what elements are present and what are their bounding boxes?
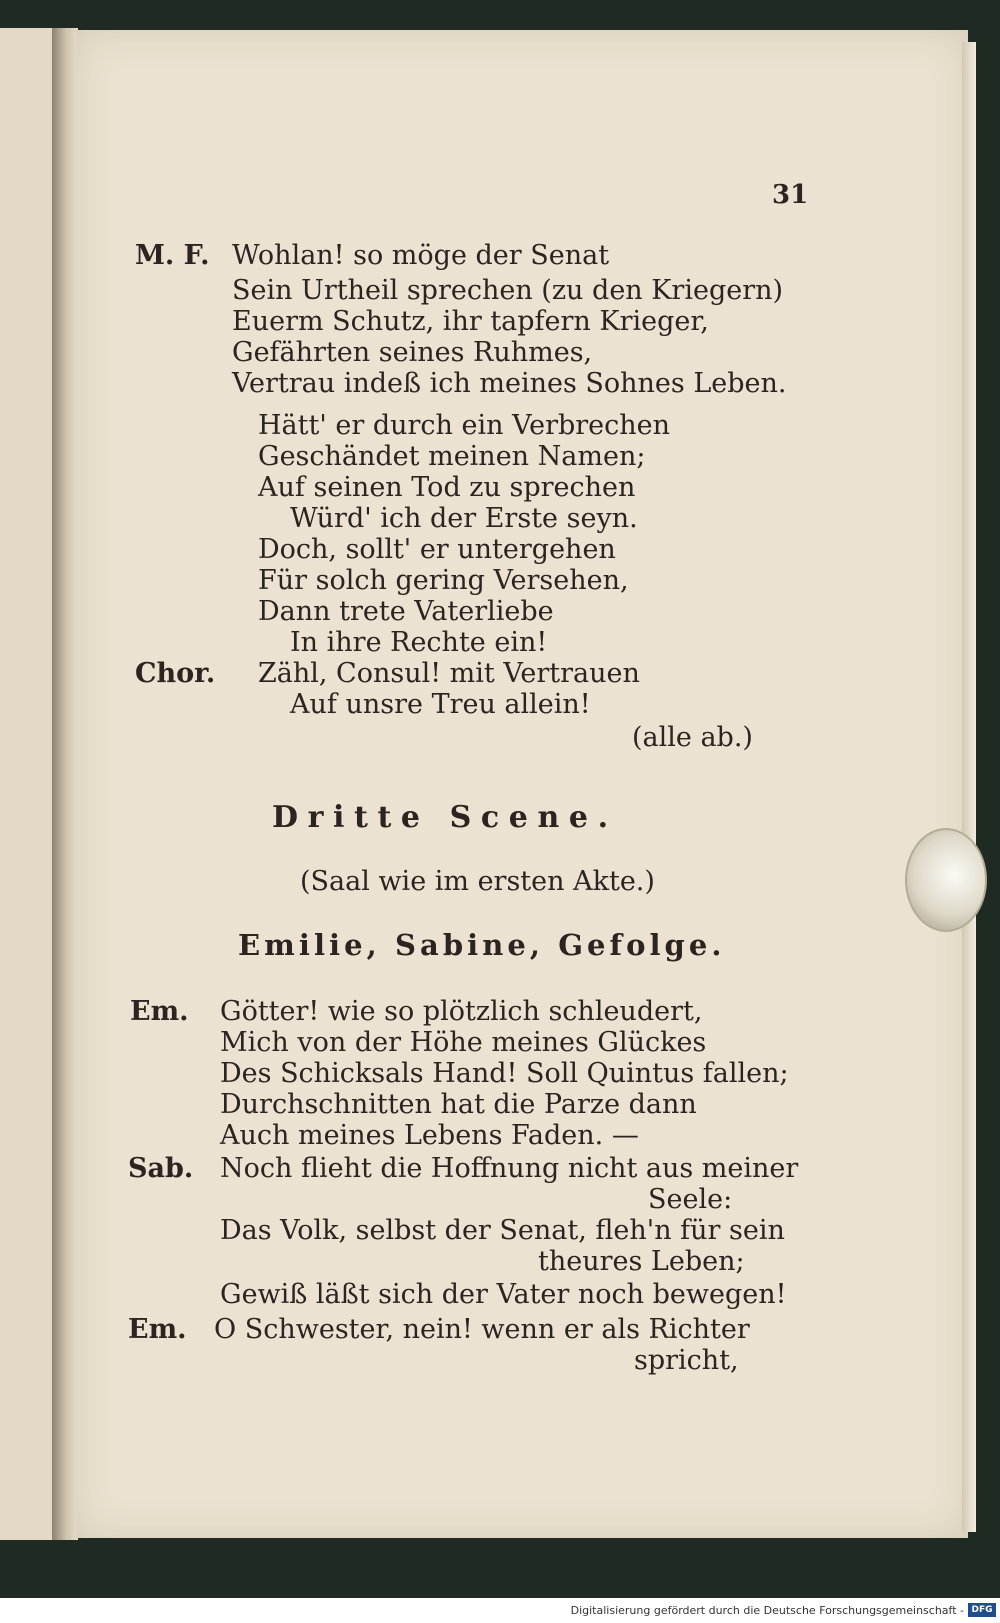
speaker-label: Em. (128, 1314, 187, 1345)
verse-line: Noch flieht die Hoffnung nicht aus meiner (220, 1153, 799, 1184)
page-clip (905, 828, 987, 932)
verse-line: Zähl, Consul! mit Vertrauen (258, 658, 640, 689)
verse-line: In ihre Rechte ein! (290, 627, 548, 658)
verse-line: Gewiß läßt sich der Vater noch bewegen! (220, 1279, 787, 1310)
verse-line: Mich von der Höhe meines Glückes (220, 1027, 707, 1058)
page-edge (962, 42, 976, 1532)
funding-credit: Digitalisierung gefördert durch die Deutsche Forschungsgemeinschaft - (570, 1604, 964, 1617)
verse-line: Würd' ich der Erste seyn. (290, 503, 638, 534)
speaker-label: Chor. (135, 658, 216, 689)
book-spine (52, 28, 78, 1540)
verse-line: Vertrau indeß ich meines Sohnes Leben. (232, 368, 787, 399)
speaker-label: Sab. (128, 1153, 194, 1184)
verse-line: Seele: (648, 1184, 733, 1215)
stage-direction: (Saal wie im ersten Akte.) (300, 866, 655, 897)
speaker-label: M. F. (135, 240, 210, 271)
verse-line: spricht, (634, 1345, 739, 1376)
verse-line: Des Schicksals Hand! Soll Quintus fallen; (220, 1058, 789, 1089)
verse-line: Auch meines Lebens Faden. — (220, 1120, 639, 1151)
verse-line: O Schwester, nein! wenn er als Richter (214, 1314, 750, 1345)
scene-heading: Dritte Scene. (272, 800, 618, 835)
verse-line: Für solch gering Versehen, (258, 565, 629, 596)
cast-list: Emilie, Sabine, Gefolge. (238, 928, 726, 962)
verse-line: Das Volk, selbst der Senat, fleh'n für sein (220, 1215, 785, 1246)
verse-line: Geschändet meinen Namen; (258, 441, 646, 472)
verse-line: Götter! wie so plötzlich schleudert, (220, 996, 703, 1027)
verse-line: Sein Urtheil sprechen (zu den Kriegern) (232, 275, 784, 306)
verse-line: theures Leben; (538, 1246, 745, 1277)
verse-line: Doch, sollt' er untergehen (258, 534, 616, 565)
verse-line: Auf unsre Treu allein! (290, 689, 591, 720)
stage-direction: (alle ab.) (632, 722, 753, 753)
verse-line: Durchschnitten hat die Parze dann (220, 1089, 697, 1120)
verse-line: Hätt' er durch ein Verbrechen (258, 410, 671, 441)
dfg-logo: DFG (968, 1603, 996, 1617)
verse-line: Gefährten seines Ruhmes, (232, 337, 593, 368)
verse-line: Dann trete Vaterliebe (258, 596, 554, 627)
verse-line: Auf seinen Tod zu sprechen (258, 472, 636, 503)
page-number: 31 (772, 180, 809, 210)
verse-line: Wohlan! so möge der Senat (232, 240, 610, 271)
speaker-label: Em. (130, 996, 189, 1027)
verse-line: Euerm Schutz, ihr tapfern Krieger, (232, 306, 709, 337)
funding-footer (0, 1598, 1000, 1623)
